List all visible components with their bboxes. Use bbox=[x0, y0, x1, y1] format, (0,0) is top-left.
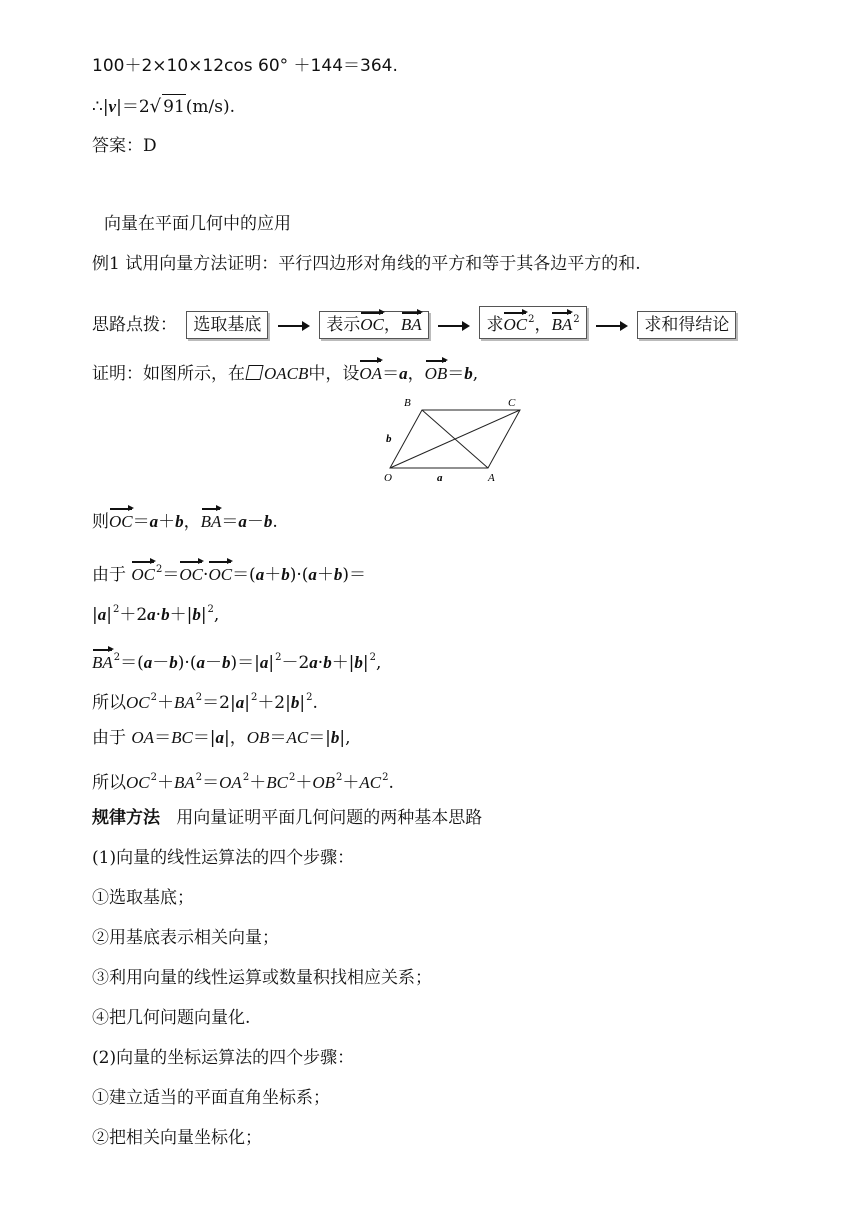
label-O: O bbox=[384, 472, 392, 484]
proof-line-sides: 由于 OA＝BC＝|a|，OB＝AC＝|b|, bbox=[92, 728, 351, 748]
hint-flow bbox=[92, 306, 736, 339]
parallelogram-icon bbox=[245, 365, 263, 380]
proof-line-oc-squared: 由于 $OC^2=OC\cdot OC=(a+b)\cdot(a+b)=$ bbox=[92, 564, 367, 585]
method-2: (2)向量的坐标运算法的四个步骤： bbox=[92, 1048, 355, 1068]
flow-box-represent: 表示OC，BA bbox=[319, 311, 428, 339]
label-A: A bbox=[488, 472, 495, 484]
answer-line: 答案：D bbox=[92, 136, 157, 156]
section-title: 向量在平面几何中的应用 bbox=[104, 214, 291, 234]
flow-arrow-icon bbox=[596, 321, 628, 331]
flow-arrow-icon bbox=[278, 321, 310, 331]
diagonal-ba bbox=[422, 410, 488, 468]
flow-box-conclude: 求和得结论 bbox=[637, 311, 736, 339]
method-1-step-c: ③利用向量的线性运算或数量积找相应关系； bbox=[92, 968, 432, 988]
label-B: B bbox=[404, 397, 411, 409]
method-1: (1)向量的线性运算法的四个步骤： bbox=[92, 848, 355, 868]
proof-line-conclusion: 所以$OC^2+BA^2=OA^2+BC^2+OB^2+AC^2$. bbox=[92, 772, 394, 793]
equation-line-1: 100＋2×10×12cos 60° ＋144＝364. bbox=[92, 56, 398, 76]
method-1-step-a: ①选取基底； bbox=[92, 888, 194, 908]
parallelogram-figure bbox=[374, 396, 534, 488]
method-2-step-b: ②把相关向量坐标化； bbox=[92, 1128, 262, 1148]
flow-box-compute: 求$OC^2$，$BA^2$ bbox=[479, 306, 586, 339]
example-statement: 例1 试用向量方法证明：平行四边形对角线的平方和等于其各边平方的和. bbox=[92, 254, 641, 274]
hint-label: 思路点拨： bbox=[92, 315, 177, 335]
proof-line-sum: 所以$OC^2+BA^2=2|a|^2+2|b|^2$. bbox=[92, 692, 318, 713]
equation-line-2: ∴|v|＝2√ 91(m/s). bbox=[92, 96, 236, 117]
proof-line-ba-squared: $BA^2=(a-b)\cdot(a-b)=|a|^2-2a\cdot b+|b|^2$, bbox=[92, 652, 382, 673]
proof-line-oc-expand: $|a|^2+2a\cdot b+|b|^2$, bbox=[92, 604, 220, 625]
label-b: b bbox=[386, 433, 392, 445]
proof-line-then: 则OC＝a＋b，BA＝a－b. bbox=[92, 512, 278, 532]
flow-arrow-icon bbox=[438, 321, 470, 331]
method-1-step-b: ②用基底表示相关向量； bbox=[92, 928, 279, 948]
method-heading: 规律方法 用向量证明平面几何问题的两种基本思路 bbox=[92, 808, 483, 828]
label-a: a bbox=[437, 472, 443, 484]
method-1-step-d: ④把几何问题向量化. bbox=[92, 1008, 251, 1028]
method-2-step-a: ①建立适当的平面直角坐标系； bbox=[92, 1088, 330, 1108]
flow-box-choose-basis: 选取基底 bbox=[186, 311, 268, 339]
proof-intro: 证明：如图所示，在 OACB中，设OA＝a，OB＝b, bbox=[92, 364, 479, 384]
label-C: C bbox=[508, 397, 516, 409]
